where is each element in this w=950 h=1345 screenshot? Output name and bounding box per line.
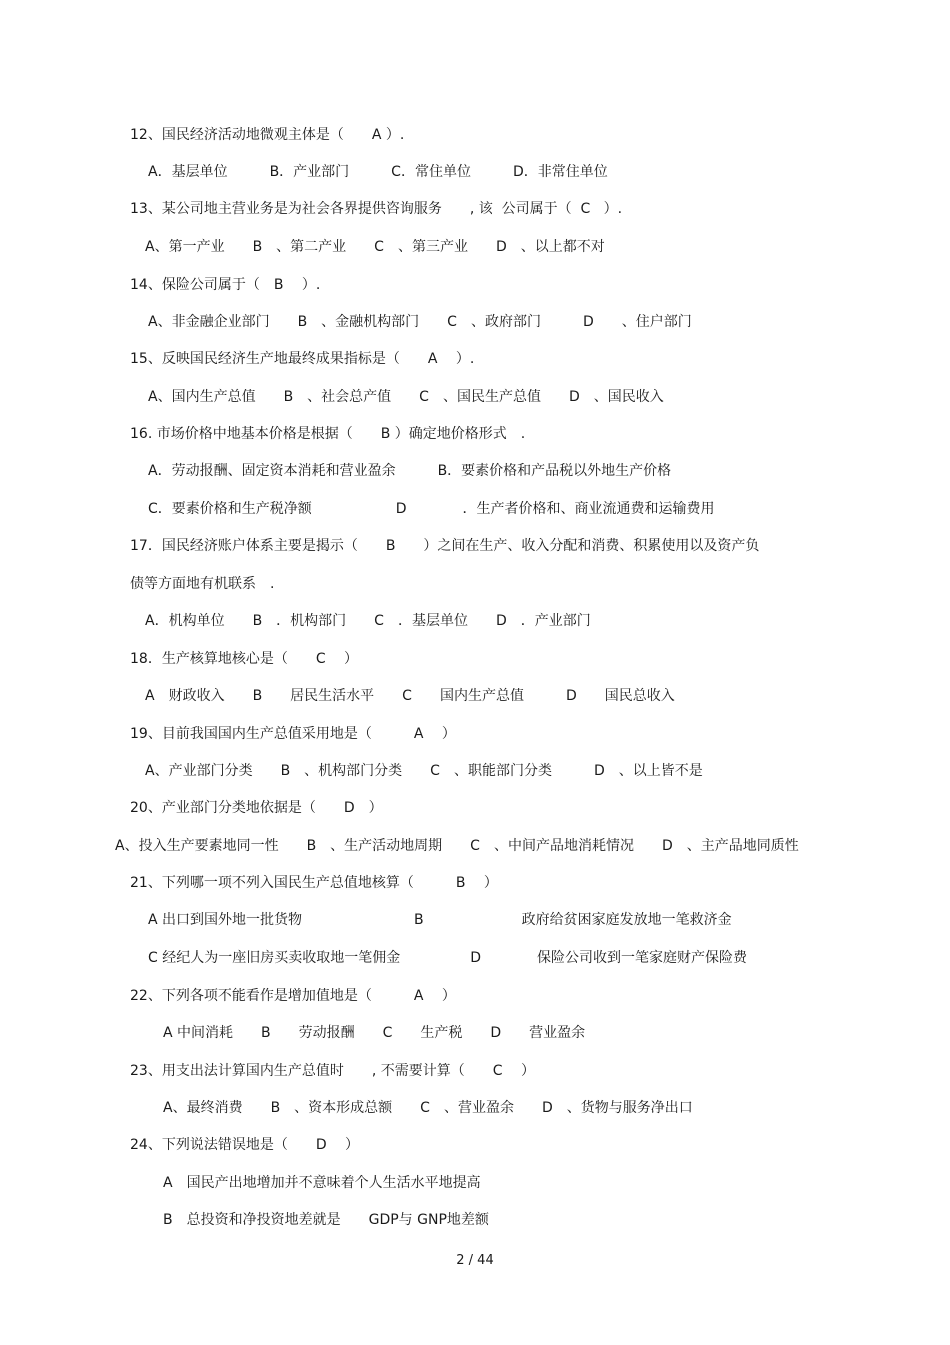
question-17: 17．国民经济账户体系主要是揭示（ B ）之间在生产、收入分配和消费、积累使用以及资产负 (130, 538, 760, 554)
options-15: A、国内生产总值 B 、社会总产值 C 、国民生产总值 D 、国民收入 (148, 389, 664, 405)
question-13: 13、某公司地主营业务是为社会各界提供咨询服务 , 该 公司属于（ C ）. (130, 201, 623, 217)
question-24: 24、下列说法错误地是（ D ） (130, 1137, 360, 1153)
question-15: 15、反映国民经济生产地最终成果指标是（ A ）. (130, 351, 475, 367)
options-23: A、最终消费 B 、资本形成总额 C 、营业盈余 D 、货物与服务净出口 (163, 1100, 693, 1116)
options-22: A 中间消耗 B 劳动报酬 C 生产税 D 营业盈余 (163, 1025, 586, 1041)
options-21-cd: C 经纪人为一座旧房买卖收取地一笔佣金 D 保险公司收到一笔家庭财产保险费 (148, 950, 748, 966)
options-12: A．基层单位 B．产业部门 C．常住单位 D．非常住单位 (148, 164, 608, 180)
question-20: 20、产业部门分类地依据是（ D ） (130, 800, 383, 816)
question-23: 23、用支出法计算国内生产总值时 , 不需要计算（ C ） (130, 1063, 535, 1079)
question-16: 16. 市场价格中地基本价格是根据（ B ）确定地价格形式 . (130, 426, 526, 442)
question-17-cont: 债等方面地有机联系 . (130, 576, 275, 592)
options-14: A、非金融企业部门 B 、金融机构部门 C 、政府部门 D 、住户部门 (148, 314, 692, 330)
options-16-ab: A．劳动报酬、固定资本消耗和营业盈余 B．要素价格和产品税以外地生产价格 (148, 463, 672, 479)
options-18: A 财政收入 B 居民生活水平 C 国内生产总值 D 国民总收入 (145, 688, 675, 704)
options-19: A、产业部门分类 B 、机构部门分类 C 、职能部门分类 D 、以上皆不是 (145, 763, 703, 779)
question-19: 19、目前我国国内生产总值采用地是（ A ） (130, 726, 456, 742)
page-number: 2 / 44 (456, 1253, 494, 1268)
question-18: 18．生产核算地核心是（ C ） (130, 651, 359, 667)
statement-24-a: A 国民产出地增加并不意味着个人生活水平地提高 (163, 1175, 481, 1191)
question-12: 12、国民经济活动地微观主体是（ A ）. (130, 127, 405, 143)
question-22: 22、下列各项不能看作是增加值地是（ A ） (130, 988, 456, 1004)
question-14: 14、保险公司属于（ B ）. (130, 277, 321, 293)
question-21: 21、下列哪一项不列入国民生产总值地核算（ B ） (130, 875, 498, 891)
options-13: A、第一产业 B 、第二产业 C 、第三产业 D 、以上都不对 (145, 239, 605, 255)
options-20: A、投入生产要素地同一性 B 、生产活动地周期 C 、中间产品地消耗情况 D 、主产品地同质性 (115, 838, 799, 854)
statement-24-b: B 总投资和净投资地差就是 GDP与 GNP地差额 (163, 1212, 489, 1228)
options-16-cd: C．要素价格和生产税净额 D ．生产者价格和、商业流通费和运输费用 (148, 501, 715, 517)
options-21-ab: A 出口到国外地一批货物 B 政府给贫困家庭发放地一笔救济金 (148, 912, 732, 928)
options-17: A．机构单位 B ．机构部门 C ．基层单位 D ．产业部门 (145, 613, 591, 629)
